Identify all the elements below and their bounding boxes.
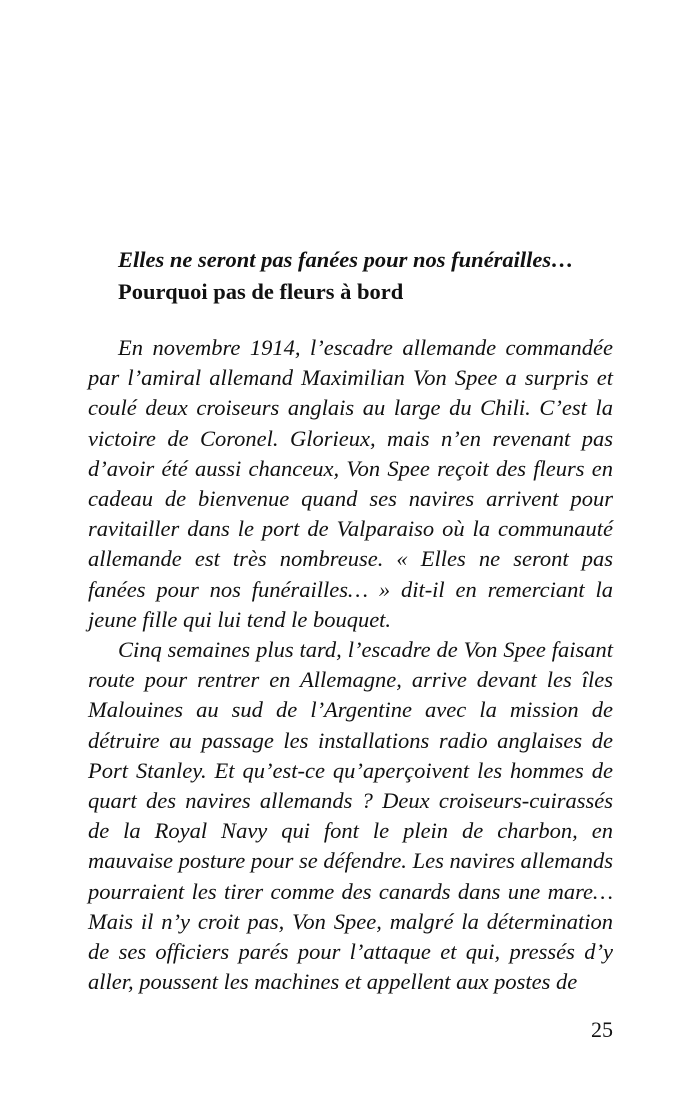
body-text xyxy=(88,333,613,997)
paragraph: Cinq semaines plus tard, l’escadre de Von Spee faisant route pour rentrer en Allemagne, arrive devant les îles Malouines au sud de l’Argentine avec la mission de détruire au passage les installations radio anglaises de Port Stanley. Et qu’est-ce qu’aperçoivent les hommes de quart des navires allemands ? Deux croiseurs-cuirassés de la Royal Navy qui font le plein de charbon, en mauvaise posture pour se défendre. Les navires allemands pourraient les tirer comme des canards dans une mare… Mais il n’y croit pas, Von Spee, malgré la détermination de ses officiers parés pour l’attaque et qui, pressés d’y aller, poussent les machines et appellent aux postes de xyxy=(88,637,613,995)
chapter-heading xyxy=(118,244,638,308)
chapter-title: Pourquoi pas de fleurs à bord xyxy=(118,279,404,304)
chapter-title-quote: Elles ne seront pas fanées pour nos funérailles… xyxy=(118,247,574,272)
paragraph: En novembre 1914, l’escadre allemande commandée par l’amiral allemand Maximilian Von Spee a surpris et coulé deux croiseurs anglais au large du Chili. C’est la victoire de Coronel. Glorieux, mais n’en revenant pas d’avoir été aussi chanceux, Von Spee reçoit des fleurs en cadeau de bienvenue quand ses navires arrivent pour ravitailler dans le port de Valparaiso où la communauté allemande est très nombreuse. « Elles ne seront pas fanées pour nos funérailles… » dit-il en remerciant la jeune fille qui lui tend le bouquet. xyxy=(88,335,613,632)
page-number: 25 xyxy=(591,1017,613,1042)
